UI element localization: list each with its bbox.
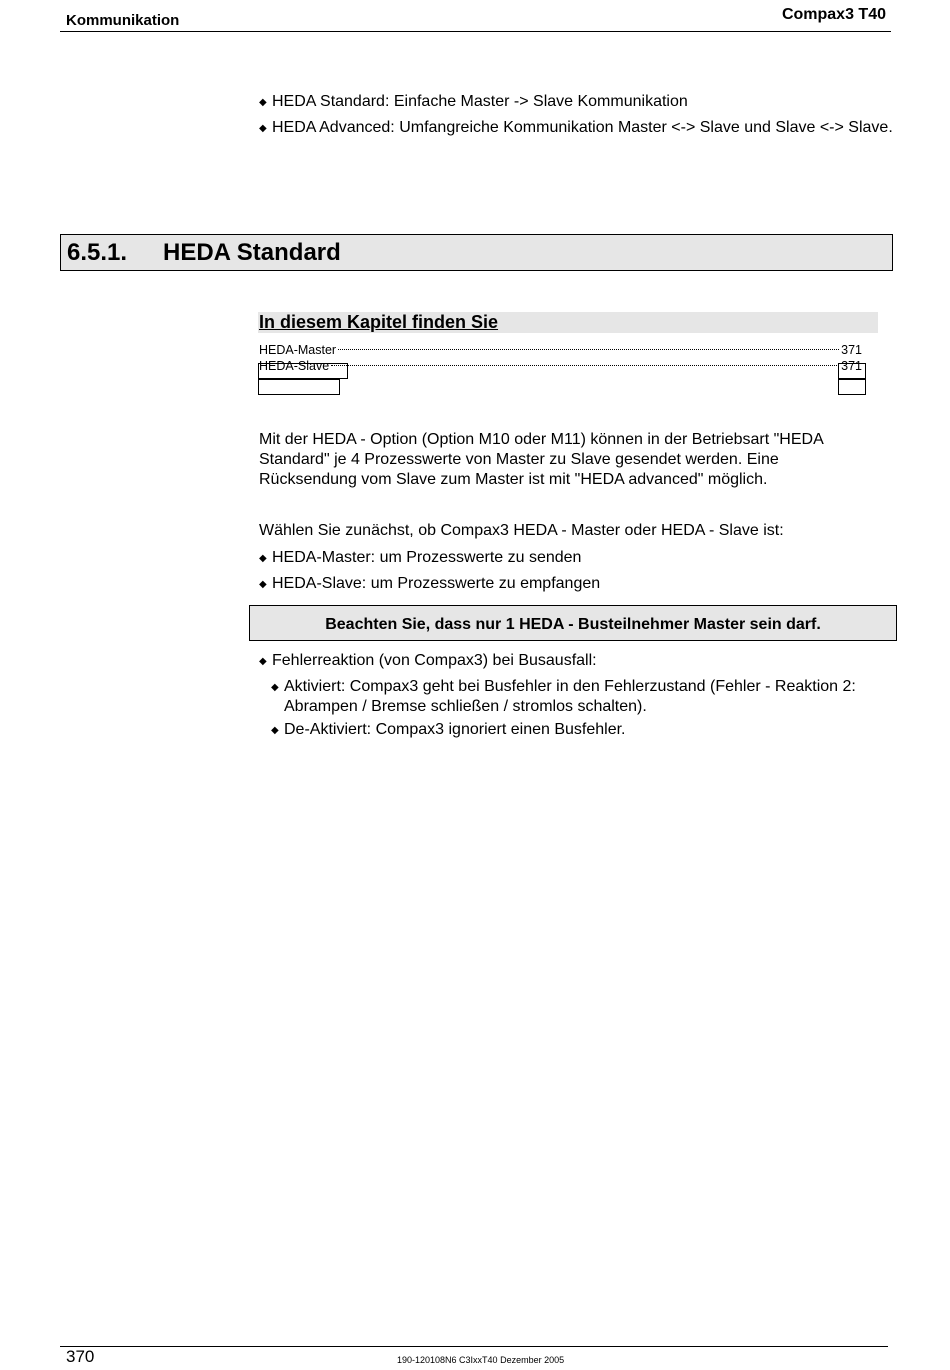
toc-entry-label[interactable]: HEDA-Master <box>259 343 337 357</box>
table-of-contents <box>259 342 862 374</box>
header-divider <box>60 31 891 32</box>
diamond-bullet-icon: ◆ <box>259 656 267 667</box>
toc-entry-page[interactable]: 371 <box>841 359 862 373</box>
toc-leader-dots <box>338 349 839 350</box>
list-item <box>259 548 879 568</box>
list-item <box>271 677 889 717</box>
intro-bullet-list <box>259 92 899 144</box>
diamond-bullet-icon: ◆ <box>259 97 267 108</box>
diamond-bullet-icon: ◆ <box>259 123 267 134</box>
note-box: Beachten Sie, dass nur 1 HEDA - Busteilnehmer Master sein darf. <box>249 605 897 641</box>
toc-entry-label[interactable]: HEDA-Slave <box>259 359 330 373</box>
list-item-text: HEDA Standard: Einfache Master -> Slave Kommunikation <box>272 93 688 110</box>
link-frame-left-bottom <box>258 379 340 395</box>
list-item <box>259 118 899 138</box>
list-item-text: Fehlerreaktion (von Compax3) bei Busausfall: <box>272 652 597 669</box>
page-header-left: Kommunikation <box>66 12 180 29</box>
toc-heading-text: In diesem Kapitel finden Sie <box>259 312 499 332</box>
document-id: 190-120108N6 C3IxxT40 Dezember 2005 <box>397 1355 565 1365</box>
toc-entry-heda-master[interactable] <box>259 342 862 358</box>
diamond-bullet-icon: ◆ <box>271 682 279 693</box>
body-paragraph: Wählen Sie zunächst, ob Compax3 HEDA - Master oder HEDA - Slave ist: <box>259 522 784 539</box>
body-paragraph: Mit der HEDA - Option (Option M10 oder M11) können in der Betriebsart "HEDA Standard" je 4 Prozesswerte von Master zu Slave gesendet werden. Eine Rücksendung vom Slave zum Master ist mit "HEDA advanced" möglich. <box>259 431 823 488</box>
toc-leader-dots <box>331 365 839 366</box>
section-title: HEDA Standard <box>163 239 341 266</box>
link-frame-left-top <box>258 363 348 379</box>
role-bullet-list <box>259 548 879 600</box>
list-item <box>259 574 879 594</box>
section-number: 6.5.1. <box>67 239 128 266</box>
toc-entry-heda-slave[interactable] <box>259 358 862 374</box>
list-item <box>271 720 889 740</box>
list-item-text: De-Aktiviert: Compax3 ignoriert einen Busfehler. <box>284 721 626 738</box>
list-item-text: HEDA-Master: um Prozesswerte zu senden <box>272 549 582 566</box>
page-header-right: Compax3 T40 <box>781 6 886 23</box>
diamond-bullet-icon: ◆ <box>271 725 279 736</box>
list-item-text: HEDA Advanced: Umfangreiche Kommunikation Master <-> Slave und Slave <-> Slave. <box>272 119 893 136</box>
list-item <box>259 92 899 112</box>
toc-heading <box>258 312 878 333</box>
list-item <box>259 651 889 671</box>
error-reaction-list <box>259 651 889 743</box>
toc-entry-page[interactable]: 371 <box>841 343 862 357</box>
list-item-text: HEDA-Slave: um Prozesswerte zu empfangen <box>272 575 601 592</box>
diamond-bullet-icon: ◆ <box>259 579 267 590</box>
section-heading-box <box>60 234 893 271</box>
link-frame-right-top <box>838 363 866 379</box>
page-number: 370 <box>66 1347 95 1366</box>
link-frame-right-bottom <box>838 379 866 395</box>
footer-divider <box>60 1346 888 1347</box>
list-item-text: Aktiviert: Compax3 geht bei Busfehler in den Fehlerzustand (Fehler - Reaktion 2: Abrampen / Bremse schließen / stromlos schalten). <box>284 678 856 715</box>
diamond-bullet-icon: ◆ <box>259 553 267 564</box>
sub-bullet-list <box>271 677 889 740</box>
